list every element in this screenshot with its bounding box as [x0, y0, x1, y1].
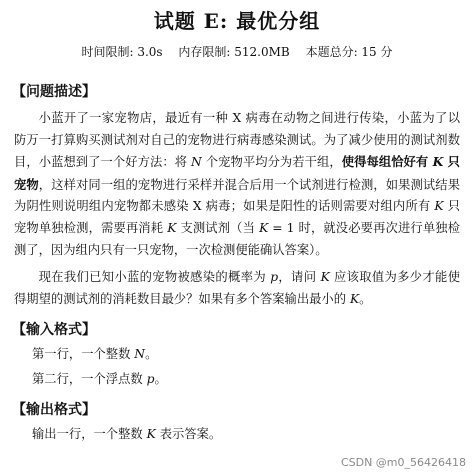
bold-text: 只宠物: [14, 154, 460, 192]
text-segment: 现在我们已知小蓝的宠物被感染的概率为: [38, 270, 271, 285]
math-var: K: [434, 199, 444, 214]
problem-description-paragraph-1: [14, 108, 460, 261]
math-var: p: [270, 270, 279, 285]
text-segment: 。: [145, 347, 158, 362]
math-var: K: [146, 427, 156, 442]
math-var: K: [167, 220, 177, 235]
input-line-2: [32, 369, 462, 390]
text-segment: 只宠物单独检测，需要再消耗: [14, 199, 460, 235]
text-segment: 第一行，一个整数: [32, 347, 135, 362]
text-segment: 输出一行，一个整数: [32, 427, 147, 442]
problem-description-paragraph-2: [14, 267, 460, 310]
problem-title: 试题 E: 最优分组: [153, 9, 321, 33]
watermark: CSDN @m0_56426418: [340, 456, 466, 469]
text-segment: ，这样对同一组的宠物进行采样并混合后用一个试剂进行检测，如果测试结果为阴性则说明组内宠物都未感染 X 病毒；如果是阳性的话则需要对组内所有: [14, 177, 460, 214]
math-var: K: [320, 270, 330, 285]
text-segment: 支测试剂（当: [176, 220, 260, 235]
section-heading-input: 【输入格式】: [12, 322, 96, 339]
text-segment: 第二行，一个浮点数: [32, 372, 147, 387]
bold-text: 使得每组恰好有: [341, 154, 433, 170]
text-segment: 。: [359, 291, 372, 306]
limits-bar: [12, 44, 462, 60]
text-segment: 个宠物平均分为若干组，: [201, 155, 342, 170]
text-segment: 。: [154, 372, 167, 387]
text-segment: ，请问: [278, 270, 321, 285]
math-var: K: [349, 291, 360, 306]
total-score: 本题总分: 15 分: [305, 45, 393, 59]
math-var: N: [191, 155, 202, 170]
text-segment: 小蓝开了一家宠物店，最近有一种 X 病毒在动物之间进行传染，小蓝为了以防万一打算购买测试剂对自己的宠物进行病毒感染测试。为了减少使用的测试剂数目，小蓝想到了一个好方法：将: [14, 111, 460, 170]
section-heading-output: 【输出格式】: [12, 402, 96, 419]
math-var: K: [432, 154, 444, 170]
section-heading-problem: 【问题描述】: [12, 84, 96, 100]
input-line-1: [32, 344, 462, 365]
memory-limit: 内存限制: 512.0MB: [178, 45, 290, 59]
math-var: p: [146, 372, 155, 387]
math-var: K: [259, 220, 269, 235]
math-var: N: [134, 347, 146, 362]
text-segment: 应该取值为多少才能使得期望的测试剂的消耗数目最少？如果有多个答案输出最小的: [14, 270, 460, 306]
text-segment: = 1 时，就没必要再次进行单独检测了，因为组内只有一只宠物，一次检测便能确认答案）。: [14, 220, 460, 257]
output-line-1: [32, 424, 462, 445]
text-segment: 表示答案。: [155, 427, 222, 442]
time-limit: 时间限制: 3.0s: [81, 45, 163, 59]
